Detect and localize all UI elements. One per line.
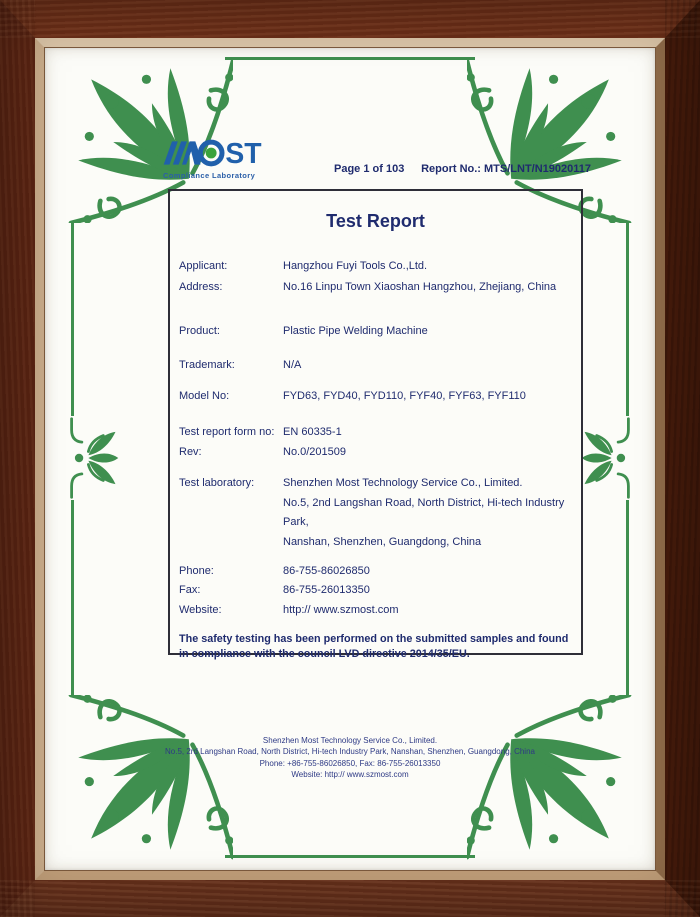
field-value: No.16 Linpu Town Xiaoshan Hangzhou, Zhejiang, China: [283, 281, 557, 293]
logo-letters: ST: [225, 138, 262, 170]
page-number: Page 1 of 103: [334, 163, 405, 175]
field-value: [283, 474, 572, 552]
border-line-left-lower: [71, 500, 74, 695]
field-value: http:// www.szmost.com: [283, 604, 399, 616]
field-value: EN 60335-1: [283, 426, 342, 438]
report-box: [168, 189, 583, 660]
lab-line: Nanshan, Shenzhen, Guangdong, China: [283, 535, 482, 548]
field-row-trademark: [179, 357, 572, 373]
field-value: Plastic Pipe Welding Machine: [283, 325, 428, 337]
lab-line: Shenzhen Most Technology Service Co., Limited.: [283, 477, 523, 489]
footer-line: Phone: +86-755-86026850, Fax: 86-755-26013350: [259, 758, 441, 768]
field-row-test-laboratory: [179, 474, 572, 552]
fleur-ornament-left: [66, 416, 122, 500]
field-row-phone: [179, 563, 572, 579]
field-row-applicant: [179, 258, 572, 274]
logo-subtitle: Compliance Laboratory: [163, 171, 256, 180]
field-row-rev: [179, 444, 572, 460]
border-line-top: [225, 57, 475, 60]
border-line-bottom: [225, 855, 475, 858]
field-value: 86-755-86026850: [283, 565, 370, 577]
field-label: Test report form no:: [179, 426, 275, 438]
field-value: No.0/201509: [283, 446, 346, 458]
border-line-right-upper: [626, 223, 629, 416]
field-label: Address:: [179, 281, 223, 293]
field-row-website: [179, 602, 572, 618]
footer-address-block: [0, 735, 700, 780]
field-label: Test laboratory:: [179, 477, 255, 489]
field-value: Hangzhou Fuyi Tools Co.,Ltd.: [283, 260, 428, 272]
field-row-test-report-form-no: [179, 424, 572, 440]
field-row-product: [179, 323, 572, 339]
field-label: Applicant:: [179, 260, 228, 272]
field-label: Fax:: [179, 584, 201, 596]
footer-line: Website: http:// www.szmost.com: [291, 769, 409, 779]
field-value: 86-755-26013350: [283, 584, 370, 596]
fleur-ornament-right: [578, 416, 634, 500]
logo-green-dot-icon: [206, 148, 217, 159]
field-row-address: [179, 279, 572, 295]
lab-line: No.5, 2nd Langshan Road, North District, Hi-tech Industry Park,: [283, 496, 565, 528]
field-row-model-no: [179, 388, 572, 404]
report-number: Report No.: MTS/LNT/N19020117: [421, 163, 591, 175]
field-value: FYD63, FYD40, FYD110, FYF40, FYF63, FYF110: [283, 390, 526, 402]
field-label: Trademark:: [179, 359, 235, 371]
flourish-corner-bottom-right: [467, 695, 642, 870]
footer-line: Shenzhen Most Technology Service Co., Limited.: [262, 736, 438, 745]
report-title: Test Report: [326, 211, 425, 231]
field-row-fax: [179, 582, 572, 598]
field-label: Phone:: [179, 565, 214, 577]
field-label: Rev:: [179, 446, 202, 458]
compliance-statement: The safety testing has been performed on the submitted samples and found in compliance with the council LVD directive 2014/35/EU.: [179, 633, 569, 660]
field-label: Model No:: [179, 390, 230, 402]
border-line-left-upper: [71, 223, 74, 416]
field-label: Website:: [179, 604, 222, 616]
field-value: N/A: [283, 359, 302, 371]
footer-line: No.5, 2rd Langshan Road, North District, Hi-tech Industry Park, Nanshan, Shenzhen, Guangdong, China: [165, 747, 535, 757]
field-label: Product:: [179, 325, 220, 337]
flourish-corner-bottom-left: [58, 695, 233, 870]
border-line-right-lower: [626, 500, 629, 695]
